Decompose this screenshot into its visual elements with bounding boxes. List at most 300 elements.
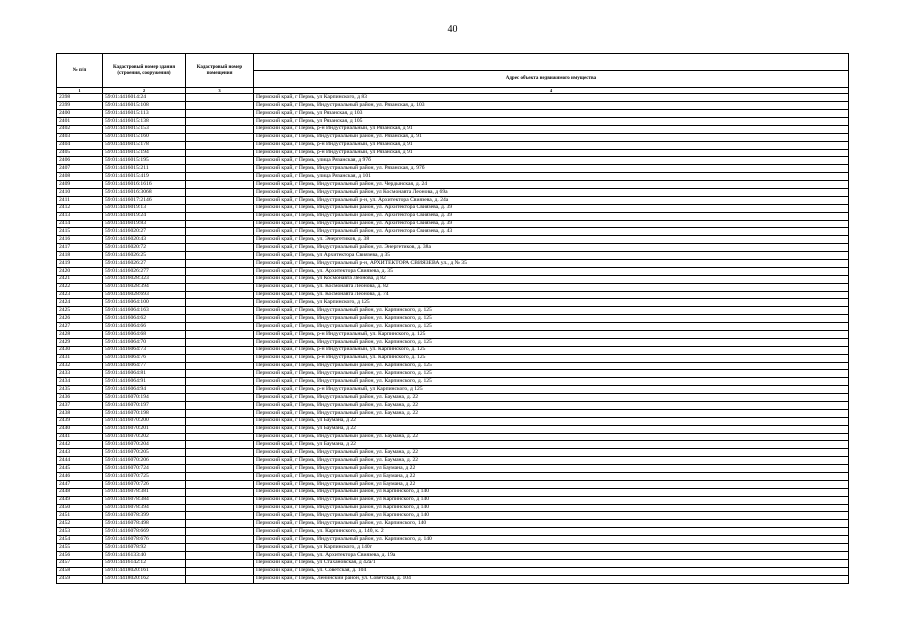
table-row bbox=[57, 362, 849, 370]
address: Пермский край, г Пермь, ул. Карпинского, д. 140, к. 2 bbox=[254, 528, 849, 536]
table-row bbox=[57, 496, 849, 504]
address: Пермский край, г Пермь, Индустриальный район, ул Карпинского, д 140 bbox=[254, 496, 849, 504]
room-cadastral-number bbox=[186, 433, 254, 441]
row-number: 2421 bbox=[57, 275, 103, 283]
address: Пермский край, г Пермь, ул. Архитектора Свиязева, д. 35 bbox=[254, 267, 849, 275]
table-row bbox=[57, 331, 849, 339]
row-number: 2455 bbox=[57, 544, 103, 552]
table-row bbox=[57, 267, 849, 275]
room-cadastral-number bbox=[186, 181, 254, 189]
address: Пермский край, г Пермь, ул Рязанская, д 103 bbox=[254, 110, 849, 118]
table-row bbox=[57, 188, 849, 196]
row-number: 2444 bbox=[57, 457, 103, 465]
table-row bbox=[57, 473, 849, 481]
table-row bbox=[57, 323, 849, 331]
room-cadastral-number bbox=[186, 267, 254, 275]
room-cadastral-number bbox=[186, 402, 254, 410]
address: Пермский край, г Пермь, улица Рязанская, д 101 bbox=[254, 173, 849, 181]
table-row bbox=[57, 480, 849, 488]
cadastral-number: 59:01:4416016:3068 bbox=[103, 188, 186, 196]
row-number: 2414 bbox=[57, 220, 103, 228]
address: Пермский край, г Пермь, Индустриальный район, ул. Баумана, д. 22 bbox=[254, 409, 849, 417]
address: Пермский край, г Пермь, Индустриальный район, ул. Карпинского, д. 125 bbox=[254, 370, 849, 378]
address: Пермский край, г Пермь, р-н Индустриальный, ул Рязанская, д 91 bbox=[254, 149, 849, 157]
page-number: 40 bbox=[447, 24, 458, 35]
row-number: 2458 bbox=[57, 567, 103, 575]
address: Пермский край, г Пермь, ул Баумана, д 22 bbox=[254, 441, 849, 449]
room-cadastral-number bbox=[186, 228, 254, 236]
header-address-top bbox=[254, 54, 849, 71]
cadastral-number: 59:01:4416064:66 bbox=[103, 323, 186, 331]
room-cadastral-number bbox=[186, 125, 254, 133]
row-number: 2430 bbox=[57, 346, 103, 354]
room-cadastral-number bbox=[186, 394, 254, 402]
table-row bbox=[57, 512, 849, 520]
room-cadastral-number bbox=[186, 473, 254, 481]
row-number: 2416 bbox=[57, 236, 103, 244]
address: Пермский край, г Пермь, ул Баумана, д 22 bbox=[254, 425, 849, 433]
address: Пермский край, г Пермь, Ленинский район, ул. Советская, д. 104 bbox=[254, 575, 849, 583]
table-row bbox=[57, 394, 849, 402]
room-cadastral-number bbox=[186, 331, 254, 339]
cadastral-number: 59:01:4416078:676 bbox=[103, 536, 186, 544]
room-cadastral-number bbox=[186, 488, 254, 496]
table-row bbox=[57, 117, 849, 125]
room-cadastral-number bbox=[186, 259, 254, 267]
row-number: 2453 bbox=[57, 528, 103, 536]
table-row bbox=[57, 196, 849, 204]
row-number: 2427 bbox=[57, 323, 103, 331]
cadastral-number: 59:01:4416078:381 bbox=[103, 488, 186, 496]
room-cadastral-number bbox=[186, 520, 254, 528]
cadastral-number: 59:01:4416017:2146 bbox=[103, 196, 186, 204]
table-row bbox=[57, 425, 849, 433]
table-row bbox=[57, 488, 849, 496]
cadastral-number: 59:01:4416070:197 bbox=[103, 402, 186, 410]
cadastral-number: 59:01:4416026:27 bbox=[103, 259, 186, 267]
cadastral-number: 59:01:4418020:162 bbox=[103, 575, 186, 583]
row-number: 2448 bbox=[57, 488, 103, 496]
row-number: 2445 bbox=[57, 465, 103, 473]
table-row bbox=[57, 536, 849, 544]
room-cadastral-number bbox=[186, 315, 254, 323]
table-row bbox=[57, 291, 849, 299]
row-number: 2400 bbox=[57, 110, 103, 118]
address: Пермский край, г Пермь, Индустриальный район, ул. Рязанская, д. 91 bbox=[254, 133, 849, 141]
address: Пермский край, г Пермь, Индустриальный район, ул. Архитектора Свиязева, д. 39 bbox=[254, 220, 849, 228]
row-number: 2454 bbox=[57, 536, 103, 544]
row-number: 2431 bbox=[57, 354, 103, 362]
room-cadastral-number bbox=[186, 386, 254, 394]
address: Пермский край, г Пермь, Индустриальный район, ул Карпинского, д 140 bbox=[254, 512, 849, 520]
address: Пермский край, г Пермь, Индустриальный район, ул Баумана, д 22 bbox=[254, 480, 849, 488]
address: Пермский край, г Пермь, Индустриальный район, ул. Карпинского, д. 125 bbox=[254, 338, 849, 346]
row-number: 2426 bbox=[57, 315, 103, 323]
address: Пермский край, г Пермь, Индустриальный район, ул. Архитектора Свиязева, д. 39 bbox=[254, 204, 849, 212]
cadastral-number: 59:01:4416070:198 bbox=[103, 409, 186, 417]
cadastral-number: 59:01:4416133:40 bbox=[103, 551, 186, 559]
row-number: 2408 bbox=[57, 173, 103, 181]
row-number: 2425 bbox=[57, 307, 103, 315]
room-cadastral-number bbox=[186, 409, 254, 417]
address: Пермский край, г Пермь, ул Карпинского, д 140г bbox=[254, 544, 849, 552]
address: Пермский край, г Пермь, Индустриальный район, ул. Карпинского, д. 125 bbox=[254, 362, 849, 370]
row-number: 2432 bbox=[57, 362, 103, 370]
room-cadastral-number bbox=[186, 323, 254, 331]
room-cadastral-number bbox=[186, 173, 254, 181]
row-number: 2402 bbox=[57, 125, 103, 133]
cadastral-number: 59:01:4416070:206 bbox=[103, 457, 186, 465]
address: Пермский край, г Пермь, Индустриальный р-н, ул. Архитектора Свиязева, д. 24а bbox=[254, 196, 849, 204]
cadastral-number: 59:01:4416070:204 bbox=[103, 441, 186, 449]
table-row bbox=[57, 465, 849, 473]
address: Пермский край, г Пермь, р-н Индустриальный, ул. Карпинского, д. 125 bbox=[254, 331, 849, 339]
address: Пермский край, г Пермь, ул Стахановская, д 42а/1 bbox=[254, 559, 849, 567]
address: Пермский край, г Пермь, Индустриальный район, ул. Карпинского, д. 125 bbox=[254, 315, 849, 323]
row-number: 2428 bbox=[57, 331, 103, 339]
table-row bbox=[57, 386, 849, 394]
table-row bbox=[57, 141, 849, 149]
cadastral-number: 59:01:4416028:394 bbox=[103, 283, 186, 291]
column-number-2: 2 bbox=[103, 88, 186, 94]
room-cadastral-number bbox=[186, 417, 254, 425]
table-row bbox=[57, 299, 849, 307]
row-number: 2447 bbox=[57, 480, 103, 488]
address: Пермский край, г Пермь, ул Рязанская, д 105 bbox=[254, 117, 849, 125]
table-row bbox=[57, 212, 849, 220]
room-cadastral-number bbox=[186, 370, 254, 378]
address: Пермский край, г Пермь, ул Карпинского, д 83 bbox=[254, 94, 849, 102]
table-row bbox=[57, 204, 849, 212]
cadastral-number: 59:01:4416070:725 bbox=[103, 473, 186, 481]
cadastral-number: 59:01:4416020:72 bbox=[103, 244, 186, 252]
cadastral-number: 59:01:4416078:92 bbox=[103, 544, 186, 552]
table-row bbox=[57, 433, 849, 441]
address: Пермский край, г Пермь, ул Баумана, д 22 bbox=[254, 417, 849, 425]
row-number: 2411 bbox=[57, 196, 103, 204]
table-row bbox=[57, 354, 849, 362]
row-number: 2457 bbox=[57, 559, 103, 567]
row-number: 2412 bbox=[57, 204, 103, 212]
table-row bbox=[57, 402, 849, 410]
address: Пермский край, г Пермь, Индустриальный район, ул. Рязанская, д. 103 bbox=[254, 102, 849, 110]
table-row bbox=[57, 504, 849, 512]
table-row bbox=[57, 236, 849, 244]
address: Пермский край, г Пермь, ул. Советская, д. 104 bbox=[254, 567, 849, 575]
cadastral-number: 59:01:4416028:693 bbox=[103, 291, 186, 299]
row-number: 2441 bbox=[57, 433, 103, 441]
cadastral-number: 59:01:4416015:195 bbox=[103, 157, 186, 165]
table-row bbox=[57, 370, 849, 378]
address: Пермский край, г Пермь, р-н Индустриальный, ул. Карпинского, д. 125 bbox=[254, 346, 849, 354]
address: Пермский край, г Пермь, Индустриальный район, ул Карпинского, д 140 bbox=[254, 488, 849, 496]
address: Пермский край, г Пермь, Индустриальный район, ул. Чердынская, д. 24 bbox=[254, 181, 849, 189]
table-row bbox=[57, 544, 849, 552]
row-number: 2403 bbox=[57, 133, 103, 141]
cadastral-number: 59:01:4416078:498 bbox=[103, 520, 186, 528]
room-cadastral-number bbox=[186, 496, 254, 504]
row-number: 2415 bbox=[57, 228, 103, 236]
address: Пермский край, г Пермь, ул. Энергетиков, д. 38 bbox=[254, 236, 849, 244]
table-row bbox=[57, 149, 849, 157]
room-cadastral-number bbox=[186, 338, 254, 346]
room-cadastral-number bbox=[186, 204, 254, 212]
room-cadastral-number bbox=[186, 188, 254, 196]
cadastral-number: 59:01:4416015:160 bbox=[103, 133, 186, 141]
room-cadastral-number bbox=[186, 441, 254, 449]
table-row bbox=[57, 102, 849, 110]
row-number: 2433 bbox=[57, 370, 103, 378]
room-cadastral-number bbox=[186, 149, 254, 157]
room-cadastral-number bbox=[186, 94, 254, 102]
cadastral-number: 59:01:4416070:201 bbox=[103, 425, 186, 433]
address: Пермский край, г Пермь, ул Космонавта Леонова, д 82 bbox=[254, 275, 849, 283]
row-number: 2420 bbox=[57, 267, 103, 275]
cadastral-number: 59:01:4416064:70 bbox=[103, 338, 186, 346]
cadastral-number: 59:01:4416064:91 bbox=[103, 378, 186, 386]
row-number: 2436 bbox=[57, 394, 103, 402]
room-cadastral-number bbox=[186, 362, 254, 370]
cadastral-number: 59:01:4416064:77 bbox=[103, 362, 186, 370]
room-cadastral-number bbox=[186, 559, 254, 567]
room-cadastral-number bbox=[186, 157, 254, 165]
property-registry-table bbox=[56, 53, 849, 584]
cadastral-number: 59:01:4416015:211 bbox=[103, 165, 186, 173]
row-number: 2450 bbox=[57, 504, 103, 512]
address: Пермский край, г Пермь, ул Архитектора Свиязева, д 35 bbox=[254, 252, 849, 260]
cadastral-number: 59:01:4416019:83 bbox=[103, 220, 186, 228]
room-cadastral-number bbox=[186, 449, 254, 457]
row-number: 2459 bbox=[57, 575, 103, 583]
cadastral-number: 59:01:4416015:138 bbox=[103, 117, 186, 125]
cadastral-number: 59:01:4416028:323 bbox=[103, 275, 186, 283]
room-cadastral-number bbox=[186, 346, 254, 354]
room-cadastral-number bbox=[186, 465, 254, 473]
row-number: 2435 bbox=[57, 386, 103, 394]
cadastral-number: 59:01:4416064:76 bbox=[103, 354, 186, 362]
header-cadastral-room: Кадастровый номер помещения bbox=[186, 54, 254, 88]
table-row bbox=[57, 94, 849, 102]
row-number: 2442 bbox=[57, 441, 103, 449]
address: Пермский край, г Пермь, р-н Индустриальный, ул Карпинского, д 125 bbox=[254, 386, 849, 394]
table-row bbox=[57, 409, 849, 417]
table-row bbox=[57, 110, 849, 118]
address: Пермский край, г Пермь, Индустриальный район, ул. Рязанская, д. 97б bbox=[254, 165, 849, 173]
cadastral-number: 59:01:4416014:24 bbox=[103, 94, 186, 102]
table-row bbox=[57, 551, 849, 559]
row-number: 2439 bbox=[57, 417, 103, 425]
table-row bbox=[57, 133, 849, 141]
table-row bbox=[57, 417, 849, 425]
cadastral-number: 59:01:4416064:94 bbox=[103, 386, 186, 394]
cadastral-number: 59:01:4416078:384 bbox=[103, 496, 186, 504]
table-row bbox=[57, 338, 849, 346]
room-cadastral-number bbox=[186, 141, 254, 149]
address: Пермский край, г Пермь, р-н Индустриальный, ул Рязанская, д 91 bbox=[254, 125, 849, 133]
address: Пермский край, г Пермь, Индустриальный район, ул Баумана, д 22 bbox=[254, 465, 849, 473]
room-cadastral-number bbox=[186, 567, 254, 575]
table-row bbox=[57, 307, 849, 315]
room-cadastral-number bbox=[186, 480, 254, 488]
row-number: 2446 bbox=[57, 473, 103, 481]
address: Пермский край, г Пермь, Индустриальный район, ул. Баумана, д. 22 bbox=[254, 402, 849, 410]
room-cadastral-number bbox=[186, 528, 254, 536]
cadastral-number: 59:01:4416064:81 bbox=[103, 370, 186, 378]
row-number: 2418 bbox=[57, 252, 103, 260]
room-cadastral-number bbox=[186, 307, 254, 315]
table-row bbox=[57, 449, 849, 457]
cadastral-number: 59:01:4416015:108 bbox=[103, 102, 186, 110]
room-cadastral-number bbox=[186, 551, 254, 559]
room-cadastral-number bbox=[186, 133, 254, 141]
room-cadastral-number bbox=[186, 512, 254, 520]
address: Пермский край, г Пермь, улица Рязанская, д 97б bbox=[254, 157, 849, 165]
table-row bbox=[57, 575, 849, 583]
table-row bbox=[57, 528, 849, 536]
address: Пермский край, г Пермь, р-н Индустриальный, ул. Карпинского, д. 125 bbox=[254, 354, 849, 362]
room-cadastral-number bbox=[186, 212, 254, 220]
address: Пермский край, г Пермь, Индустриальный район, ул. Баумана, д. 22 bbox=[254, 433, 849, 441]
room-cadastral-number bbox=[186, 117, 254, 125]
row-number: 2406 bbox=[57, 157, 103, 165]
row-number: 2451 bbox=[57, 512, 103, 520]
address: Пермский край, г Пермь, ул Карпинского, д 125 bbox=[254, 299, 849, 307]
table-row bbox=[57, 441, 849, 449]
cadastral-number: 59:01:4416019:24 bbox=[103, 212, 186, 220]
cadastral-number: 59:01:4416020:27 bbox=[103, 228, 186, 236]
row-number: 2405 bbox=[57, 149, 103, 157]
table-row bbox=[57, 567, 849, 575]
header-cadastral-building: Кадастровый номер здания (строения, сооружения) bbox=[103, 54, 186, 88]
row-number: 2399 bbox=[57, 102, 103, 110]
row-number: 2422 bbox=[57, 283, 103, 291]
table-row bbox=[57, 559, 849, 567]
table-row bbox=[57, 520, 849, 528]
table-row bbox=[57, 157, 849, 165]
table-row bbox=[57, 259, 849, 267]
address: Пермский край, г Пермь, Индустриальный район, ул Карпинского, д 140 bbox=[254, 504, 849, 512]
address: Пермский край, г Пермь, Индустриальный район, ул. Карпинского, д. 125 bbox=[254, 307, 849, 315]
room-cadastral-number bbox=[186, 110, 254, 118]
cadastral-number: 59:01:4416070:202 bbox=[103, 433, 186, 441]
cadastral-number: 59:01:4416019:13 bbox=[103, 204, 186, 212]
address: Пермский край, г Пермь, Индустриальный район, ул. Баумана, д. 22 bbox=[254, 449, 849, 457]
column-number-3: 3 bbox=[186, 88, 254, 94]
table-row bbox=[57, 125, 849, 133]
table-row bbox=[57, 346, 849, 354]
address: Пермский край, г Пермь, Индустриальный район, ул. Карпинского, д. 125 bbox=[254, 378, 849, 386]
room-cadastral-number bbox=[186, 378, 254, 386]
cadastral-number: 59:01:4416070:726 bbox=[103, 480, 186, 488]
cadastral-number: 59:01:4416078:394 bbox=[103, 504, 186, 512]
room-cadastral-number bbox=[186, 575, 254, 583]
cadastral-number: 59:01:4416015:178 bbox=[103, 141, 186, 149]
cadastral-number: 59:01:4418020:161 bbox=[103, 567, 186, 575]
row-number: 2409 bbox=[57, 181, 103, 189]
row-number: 2423 bbox=[57, 291, 103, 299]
table-row bbox=[57, 275, 849, 283]
table-row bbox=[57, 457, 849, 465]
cadastral-number: 59:01:4416064:62 bbox=[103, 315, 186, 323]
row-number: 2452 bbox=[57, 520, 103, 528]
room-cadastral-number bbox=[186, 291, 254, 299]
row-number: 2413 bbox=[57, 212, 103, 220]
table-row bbox=[57, 315, 849, 323]
row-number: 2440 bbox=[57, 425, 103, 433]
address: Пермский край, г Пермь, ул. Космонавта Леонова, д. 82 bbox=[254, 283, 849, 291]
row-number: 2443 bbox=[57, 449, 103, 457]
table-row bbox=[57, 228, 849, 236]
cadastral-number: 59:01:4416026:277 bbox=[103, 267, 186, 275]
row-number: 2417 bbox=[57, 244, 103, 252]
row-number: 2398 bbox=[57, 94, 103, 102]
address: Пермский край, г Пермь, ул. Архитектора Свиязева, д. 19а bbox=[254, 551, 849, 559]
table-row bbox=[57, 181, 849, 189]
column-number-4: 4 bbox=[254, 88, 849, 94]
table-row bbox=[57, 220, 849, 228]
cadastral-number: 59:01:4416015:194 bbox=[103, 149, 186, 157]
row-number: 2401 bbox=[57, 117, 103, 125]
row-number: 2424 bbox=[57, 299, 103, 307]
column-number-1: 1 bbox=[57, 88, 103, 94]
cadastral-number: 59:01:4416016:1616 bbox=[103, 181, 186, 189]
table-row bbox=[57, 252, 849, 260]
header-address: Адрес объекта недвижимого имущества bbox=[254, 71, 849, 88]
address: Пермский край, г Пермь, Индустриальный район, ул. Баумана, д. 22 bbox=[254, 394, 849, 402]
cadastral-number: 59:01:4416064:100 bbox=[103, 299, 186, 307]
address: Пермский край, г Пермь, Индустриальный район, ул. Архитектора Свиязева, д. 39 bbox=[254, 212, 849, 220]
table-row bbox=[57, 378, 849, 386]
row-number: 2419 bbox=[57, 259, 103, 267]
room-cadastral-number bbox=[186, 283, 254, 291]
room-cadastral-number bbox=[186, 536, 254, 544]
address: Пермский край, г Пермь, Индустриальный район, ул Космонавта Леонова, д 69а bbox=[254, 188, 849, 196]
cadastral-number: 59:01:4416078:669 bbox=[103, 528, 186, 536]
cadastral-number: 59:01:4416015:113 bbox=[103, 110, 186, 118]
row-number: 2429 bbox=[57, 338, 103, 346]
cadastral-number: 59:01:4416064:163 bbox=[103, 307, 186, 315]
room-cadastral-number bbox=[186, 244, 254, 252]
table-row bbox=[57, 173, 849, 181]
row-number: 2434 bbox=[57, 378, 103, 386]
address: Пермский край, г Пермь, Индустриальный район, ул. Карпинского, д. 140 bbox=[254, 536, 849, 544]
address: Пермский край, г Пермь, Индустриальный район, ул Баумана, д 22 bbox=[254, 473, 849, 481]
row-number: 2449 bbox=[57, 496, 103, 504]
cadastral-number: 59:01:4416078:399 bbox=[103, 512, 186, 520]
header-num: № п/п bbox=[57, 54, 103, 88]
address: Пермский край, г Пермь, р-н Индустриальный, ул Рязанская, д 91 bbox=[254, 141, 849, 149]
cadastral-number: 59:01:4416070:200 bbox=[103, 417, 186, 425]
room-cadastral-number bbox=[186, 275, 254, 283]
row-number: 2437 bbox=[57, 402, 103, 410]
address: Пермский край, г Пермь, Индустриальный район, ул. Карпинского, 140 bbox=[254, 520, 849, 528]
table-row bbox=[57, 283, 849, 291]
room-cadastral-number bbox=[186, 425, 254, 433]
address: Пермский край, г Пермь, Индустриальный р-н, АРХИТЕКТОРА СВИЯЗЕВА ул., д № 35 bbox=[254, 259, 849, 267]
cadastral-number: 59:01:4416070:724 bbox=[103, 465, 186, 473]
cadastral-number: 59:01:4416015:153 bbox=[103, 125, 186, 133]
cadastral-number: 59:01:4416026:25 bbox=[103, 252, 186, 260]
cadastral-number: 59:01:4416064:68 bbox=[103, 331, 186, 339]
table-row bbox=[57, 244, 849, 252]
table-body bbox=[57, 94, 849, 583]
cadastral-number: 59:01:4416070:194 bbox=[103, 394, 186, 402]
room-cadastral-number bbox=[186, 102, 254, 110]
address: Пермский край, г Пермь, Индустриальный район, ул. Карпинского, д. 125 bbox=[254, 323, 849, 331]
row-number: 2438 bbox=[57, 409, 103, 417]
room-cadastral-number bbox=[186, 196, 254, 204]
cadastral-number: 59:01:4416142:12 bbox=[103, 559, 186, 567]
